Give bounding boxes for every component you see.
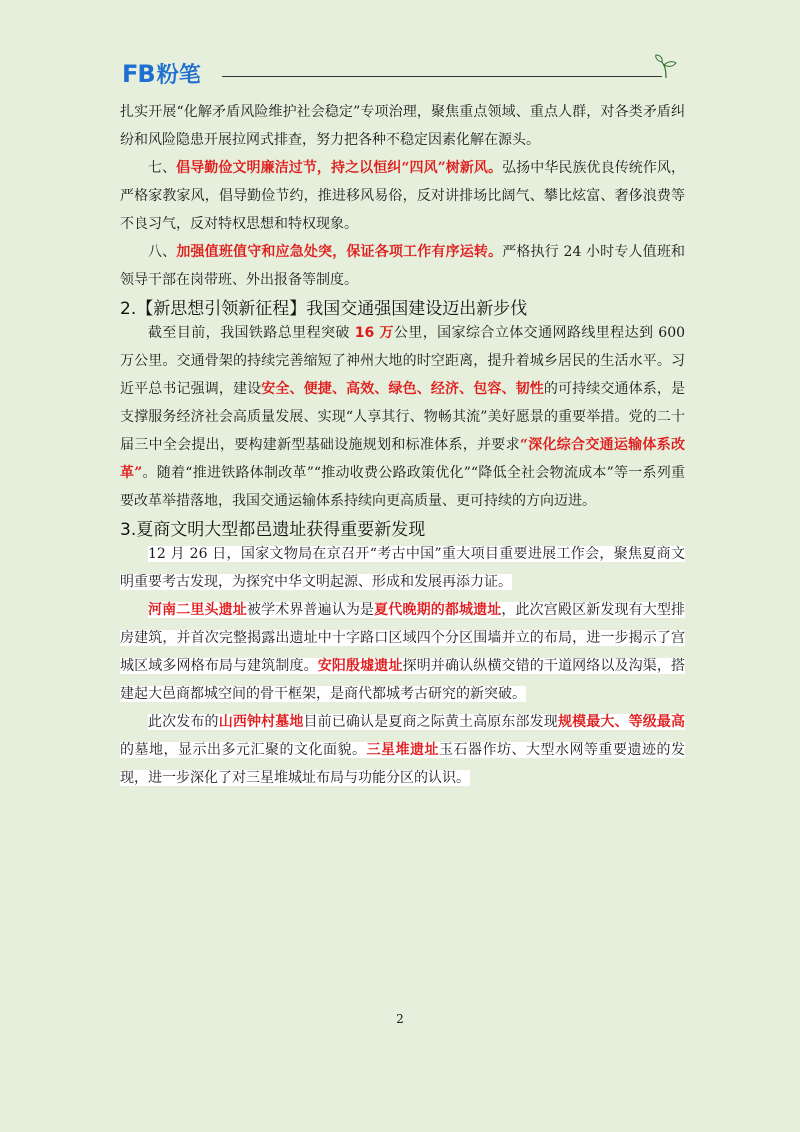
- text: 此次发布的: [148, 714, 219, 730]
- text: 严格执行 24 小时专人值班和领导干部在岗带班、外出报备等制度。: [120, 244, 686, 288]
- text: 被学术界普遍认为是: [246, 602, 375, 618]
- highlight-text: 夏代晚期的都城遗址: [374, 602, 502, 618]
- paragraph-item-eight: [120, 238, 685, 294]
- highlight-text: 安阳殷墟遗址: [317, 658, 403, 674]
- brand-logo: [122, 58, 201, 89]
- page-header: [122, 52, 682, 92]
- paragraph-erlitou: [120, 596, 685, 708]
- text: 的可持续交通体系，是支撑服务经济社会高质量发展、实现“人享其行、物畅其流”美好愿景的重要举措。党的二十届三中全会提出，要构建新型基础设施规划和标准体系，并要求: [120, 381, 686, 453]
- paragraph-zhongcun: [120, 708, 685, 792]
- text: 的墓地，显示出多元汇聚的文化面貌。: [120, 742, 367, 758]
- sprout-icon: [652, 54, 680, 80]
- document-body: [120, 98, 685, 792]
- text: 八、: [148, 244, 177, 260]
- logo-mark: FB: [122, 59, 155, 88]
- highlight-number: 16 万: [354, 325, 394, 341]
- highlight-text: 三星堆遗址: [366, 742, 439, 758]
- header-divider: [222, 76, 662, 77]
- text: 探明并确认纵横交错的干道网络以及沟渠，搭建起大邑商都城空间的骨干框架，是商代都城考古研究的新突破。: [120, 658, 686, 702]
- text: 七、: [148, 160, 177, 176]
- text: 扎实开展“化解矛盾风险维护社会稳定”专项治理，聚焦重点领域、重点人群，对各类矛盾纠纷和风险隐患开展拉网式排查，努力把各种不稳定因素化解在源头。: [120, 104, 685, 148]
- text: 。随着“推进铁路体制改革”“推动收费公路政策优化”“降低全社会物流成本”等一系列重要改革举措落地，我国交通运输体系持续向更高质量、更可持续的方向迈进。: [120, 465, 685, 509]
- text: 目前已确认是夏商之际黄土高原东部发现: [303, 714, 558, 730]
- paragraph-archaeology-intro: [120, 540, 685, 596]
- paragraph-transport: [120, 319, 685, 515]
- text: 公里，国家综合立体交通网路线里程达到 600 万公里。交通骨架的持续完善缩短了神州大地的时空距离，提升着城乡居民的生活水平。习近平总书记强调，建设: [120, 325, 686, 397]
- highlight-text: 山西钟村墓地: [218, 714, 304, 730]
- highlight-text: 加强值班值守和应急处突，保证各项工作有序运转。: [176, 244, 503, 260]
- text: 12 月 26 日，国家文物局在京召开“考古中国”重大项目重要进展工作会，聚焦夏商文明重要考古发现，为探究中华文明起源、形成和发展再添力证。: [120, 546, 685, 590]
- highlight-text: 安全、便捷、高效、绿色、经济、包容、韧性: [261, 381, 544, 397]
- text: 玉石器作坊、大型水网等重要遗迹的发现，进一步深化了对三星堆城址布局与功能分区的认识。: [120, 742, 685, 786]
- paragraph-item-seven: [120, 154, 685, 238]
- section-title-archaeology: 3.夏商文明大型都邑遗址获得重要新发现: [120, 520, 426, 540]
- text: 弘扬中华民族优良传统作风，严格家教家风，倡导勤俭节约，推进移风易俗，反对讲排场比阔气、攀比炫富、奢侈浪费等不良习气，反对特权思想和特权现象。: [120, 160, 686, 232]
- text: ，此次宫殿区新发现有大型排房建筑，并首次完整揭露出遗址中十字路口区域四个分区围墙并立的布局，进一步揭示了宫城区域多网格布局与建筑制度。: [120, 602, 686, 674]
- highlight-text: “深化综合交通运输体系改革”: [120, 437, 685, 481]
- highlight-text: 河南二里头遗址: [148, 602, 247, 618]
- page-number: 2: [396, 1012, 404, 1026]
- logo-text: 粉笔: [156, 63, 201, 88]
- section-title-transport: 2.【新思想引领新征程】我国交通强国建设迈出新步伐: [120, 299, 528, 319]
- text: 截至目前，我国铁路总里程突破: [148, 325, 355, 341]
- highlight-text: 倡导勤俭文明廉洁过节，持之以恒纠“四风”树新风。: [176, 160, 503, 176]
- paragraph-stability: [120, 98, 685, 154]
- highlight-text: 规模最大、等级最高: [557, 714, 686, 730]
